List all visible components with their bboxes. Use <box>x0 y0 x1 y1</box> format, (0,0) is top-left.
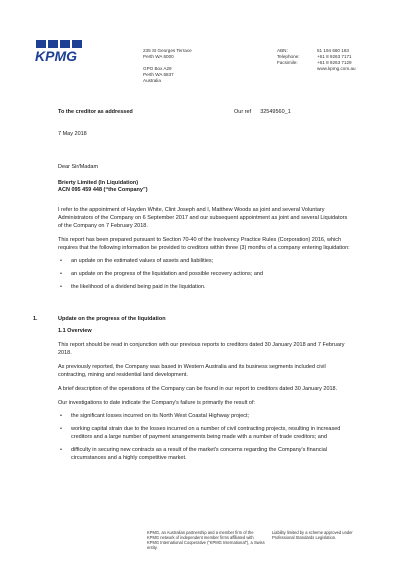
subsection-title: 1.1 Overview <box>58 328 92 334</box>
website-link[interactable]: www.kpmg.com.au <box>317 65 356 71</box>
list-item: • difficulty in securing new contracts as a result of the market's concerns regarding the Company's financial circumstances and a highly competitive market. <box>58 446 350 462</box>
contact-details <box>277 48 356 72</box>
subject-line-2: ACN 095 459 448 (“the Company”) <box>58 187 148 193</box>
address-line: GPO Box A29 <box>143 65 172 71</box>
kpmg-logo-text: KPMG <box>35 48 77 63</box>
kpmg-logo <box>34 39 96 63</box>
addressee: To the creditor as addressed <box>58 109 133 115</box>
section-number: 1. <box>33 316 38 322</box>
footer-disclaimer: KPMG, an Australian partnership and a member firm of the KPMG network of independent member firms affiliated with KPMG International Cooperative (“KPMG International”), a Swiss entity. <box>147 530 265 550</box>
intro-paragraph: I refer to the appointment of Hayden White, Clint Joseph and I, Matthew Woods as joint and several Voluntary Administrators of the Company on 6 September 2017 and our subsequent appointment as joint and several Liquidators of the Company on 7 February 2018. <box>58 207 348 229</box>
our-ref <box>234 109 291 116</box>
address-line: Australia <box>143 77 161 83</box>
telephone-value: +61 8 9263 7171 <box>317 53 352 59</box>
intro-paragraph: This report has been prepared pursuant to Section 70-40 of the Insolvency Practice Rules (Corporation) 2016, which requires that the following information be provided to creditors within three (3) months of a company entering liquidation: <box>58 237 350 251</box>
abn-label: ABN: <box>277 48 288 53</box>
overview-paragraph: This report should be read in conjunction with our previous reports to creditors dated 30 January 2018 and 7 February 2018. <box>58 342 345 356</box>
telephone-label: Telephone: <box>277 53 300 59</box>
list-item: • the likelihood of a dividend being paid in the liquidation. <box>58 283 350 291</box>
address-line: Perth WA 6837 <box>143 71 174 77</box>
address-line: Perth WA 6000 <box>143 53 174 59</box>
overview-paragraph: Our investigations to date indicate the Company's failure is primarily the result of: <box>58 400 256 406</box>
facsimile-label: Facsimile: <box>277 59 298 65</box>
abn-value: 51 194 660 183 <box>317 48 349 53</box>
list-item: • the significant losses incurred on its North West Coastal Highway project; <box>58 412 350 420</box>
overview-section <box>58 341 350 462</box>
intro-bullet-list <box>58 257 350 291</box>
list-item: • an update on the progress of the liquidation and possible recovery actions; and <box>58 270 350 278</box>
section-title: Update on the progress of the liquidation <box>58 316 166 322</box>
salutation: Dear Sir/Madam <box>58 164 99 170</box>
office-address <box>143 48 192 83</box>
list-item: • working capital strain due to the losses incurred on a number of civil contracting projects, resulting in increased creditors and a large number of payment arrangements being made with a number of trade creditors; and <box>58 425 350 441</box>
our-ref-value: 32549560_1 <box>260 109 291 115</box>
letter-date: 7 May 2018 <box>58 131 87 137</box>
address-line: 235 St Georges Terrace <box>143 48 192 53</box>
our-ref-label: Our ref <box>234 109 252 115</box>
subject-line-1: Brierty Limited (In Liquidation) <box>58 180 139 186</box>
failure-bullet-list <box>58 412 350 462</box>
footer-liability: Liability limited by a scheme approved under Professional Standards Legislation. <box>272 530 353 540</box>
intro-section <box>58 206 350 291</box>
overview-paragraph: A brief description of the operations of the Company can be found in our report to creditors dated 30 January 2018. <box>58 386 338 392</box>
facsimile-value: +61 8 9263 7129 <box>317 59 352 65</box>
subject <box>58 180 148 194</box>
list-item: • an update on the estimated values of assets and liabilities; <box>58 257 350 265</box>
overview-paragraph: As previously reported, the Company was based in Western Australia and its business segments included civil contracting, mining and residential land development. <box>58 364 326 378</box>
